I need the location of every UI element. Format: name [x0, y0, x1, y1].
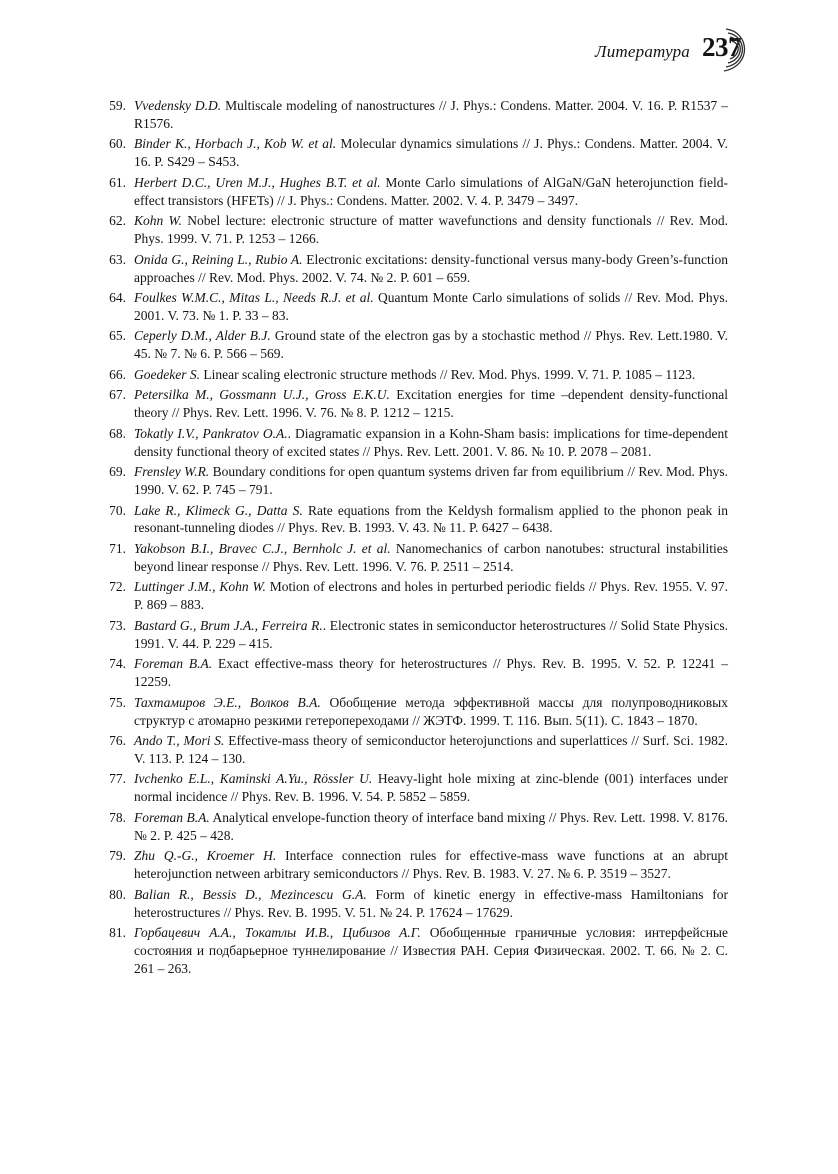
reference-number: 80.: [109, 886, 126, 902]
reference-text: Motion of electrons and holes in perturbed periodic fields // Phys. Rev. 1955. V. 97. P. 869 – 883.: [134, 579, 728, 613]
reference-item: [102, 289, 728, 325]
reference-authors: Ivchenko E.L., Kaminski A.Yu., Rössler U.: [134, 771, 373, 787]
reference-authors: Lake R., Klimeck G., Datta S.: [134, 502, 303, 518]
reference-number: 74.: [109, 656, 126, 672]
reference-item: [102, 694, 728, 730]
reference-text: Electronic excitations: density-functional versus many-body Green’s-function approaches // Rev. Mod. Phys. 2002. V. 74. № 2. P. 601 – 659.: [134, 251, 728, 285]
running-title: Литература: [594, 42, 690, 61]
reference-item: [102, 135, 728, 171]
reference-text: . Diagramatic expansion in a Kohn-Sham basis: implications for time-dependent density functional theory of excited states // Phys. Rev. Lett. 2001. V. 86. № 10. P. 2078 – 2081.: [134, 425, 728, 459]
reference-text: Обобщение метода эффективной массы для полупроводниковых структур с атомарно резкими гетеропереходами // ЖЭТФ. 1999. Т. 116. Вып. 5(11). С. 1843 – 1870.: [134, 694, 728, 728]
reference-authors: Тахтамиров Э.Е., Волков В.А.: [134, 694, 321, 710]
reference-authors: Ando T., Mori S.: [134, 733, 225, 748]
reference-item: [102, 809, 728, 845]
reference-text: Rate equations from the Keldysh formalism applied to the phonon peak in resonant-tunneling diodes // Phys. Rev. B. 1993. V. 43. № 11. P. 6427 – 6438.: [134, 502, 728, 536]
reference-item: [102, 924, 728, 978]
reference-text: Form of kinetic energy in effective-mass Hamiltonians for heterostructures // Phys. Rev. B. 1995. V. 51. № 24. P. 17624 – 17629.: [134, 886, 728, 920]
reference-authors: Petersilka M., Gossmann U.J., Gross E.K.U.: [134, 387, 390, 403]
reference-text: Linear scaling electronic structure methods // Rev. Mod. Phys. 1999. V. 71. P. 1085 – 1123.: [199, 366, 696, 382]
reference-number: 68.: [109, 425, 126, 441]
reference-number: 77.: [109, 771, 126, 787]
page-number: 237: [702, 32, 741, 62]
reference-number: 61.: [109, 174, 126, 190]
reference-number: 60.: [109, 136, 126, 152]
reference-item: [102, 386, 728, 422]
reference-authors: Binder K., Horbach J., Kob W. et al.: [134, 136, 337, 152]
reference-authors: Balian R., Bessis D., Mezincescu G.A.: [134, 886, 367, 902]
reference-text: Excitation energies for time –dependent density-functional theory // Phys. Rev. Lett. 1996. V. 76. № 8. P. 1212 – 1215.: [134, 387, 729, 421]
reference-text: Interface connection rules for effective-mass wave functions at an abrupt heterojunction netween arbitrary semiconductors // Phys. Rev. B. 1983. V. 27. № 6. P. 3519 – 3527.: [134, 848, 729, 882]
reference-number: 59.: [109, 98, 126, 113]
reference-number: 73.: [109, 617, 126, 633]
reference-text: . Electronic states in semiconductor heterostructures // Solid State Physics. 1991. V. 44. P. 229 – 415.: [134, 617, 728, 651]
reference-number: 64.: [109, 290, 126, 306]
reference-number: 79.: [109, 848, 126, 864]
reference-item: [102, 886, 728, 922]
reference-authors: Foulkes W.M.C., Mitas L., Needs R.J. et al.: [134, 290, 374, 306]
reference-item: [102, 540, 728, 576]
reference-number: 63.: [109, 251, 126, 267]
reference-item: [102, 578, 728, 614]
reference-item: [102, 97, 728, 133]
reference-number: 69.: [109, 464, 126, 480]
reference-text: Exact effective-mass theory for heterostructures // Phys. Rev. B. 1995. V. 52. P. 12241 – 12259.: [134, 656, 728, 690]
reference-item: [102, 732, 728, 768]
reference-item: [102, 617, 728, 653]
reference-text: Monte Carlo simulations of AlGaN/GaN heterojunction field-effect transistors (HFETs) // J. Phys.: Condens. Matter. 2002. V. 4. P. 3479 – 3497.: [134, 174, 728, 208]
page-header: [0, 24, 838, 72]
reference-item: [102, 425, 728, 461]
reference-number: 72.: [109, 579, 126, 595]
reference-text: Nobel lecture: electronic structure of matter wavefunctions and density functionals // Rev. Mod. Phys. 1999. V. 71. P. 1253 – 1266.: [134, 213, 728, 247]
reference-number: 67.: [109, 387, 126, 403]
reference-number: 70.: [109, 502, 126, 518]
reference-authors: Kohn W.: [134, 213, 182, 229]
reference-authors: Tokatly I.V., Pankratov O.A.: [134, 425, 288, 441]
reference-text: Multiscale modeling of nanostructures // J. Phys.: Condens. Matter. 2004. V. 16. P. R1537 – R1576.: [134, 98, 728, 131]
reference-item: [102, 174, 728, 210]
reference-authors: Onida G., Reining L., Rubio A.: [134, 251, 303, 267]
reference-authors: Herbert D.C., Uren M.J., Hughes B.T. et al.: [134, 174, 381, 190]
reference-text: Heavy-light hole mixing at zinc-blende (001) interfaces under normal incidence // Phys. Rev. B. 1996. V. 54. P. 5852 – 5859.: [134, 771, 728, 805]
reference-item: [102, 463, 728, 499]
reference-authors: Foreman B.A.: [134, 656, 213, 672]
reference-authors: Горбацевич А.А., Токатлы И.В., Цибизов А.Г.: [134, 925, 421, 941]
reference-authors: Luttinger J.M., Kohn W.: [134, 579, 266, 595]
reference-authors: Goedeker S.: [134, 366, 200, 382]
reference-number: 65.: [109, 328, 126, 344]
reference-number: 76.: [109, 733, 126, 748]
reference-number: 71.: [109, 540, 126, 556]
reference-item: [102, 366, 728, 384]
reference-item: [102, 327, 728, 363]
reference-list: [102, 97, 728, 980]
reference-text: Quantum Monte Carlo simulations of solids // Rev. Mod. Phys. 2001. V. 73. № 1. P. 33 – 83.: [134, 290, 728, 323]
reference-text: Molecular dynamics simulations // J. Phys.: Condens. Matter. 2004. V. 16. P. S429 – S453.: [134, 136, 728, 170]
reference-item: [102, 847, 728, 883]
reference-item: [102, 212, 728, 248]
reference-authors: Yakobson B.I., Bravec C.J., Bernholc J. et al.: [134, 540, 391, 556]
reference-authors: Frensley W.R.: [134, 464, 210, 480]
reference-text: Обобщенные граничные условия: интерфейсные состояния и подбарьерное туннелирование // Известия РАН. Серия Физическая. 2002. Т. 66. № 2. С. 261 – 263.: [134, 925, 728, 976]
reference-text: Boundary conditions for open quantum systems driven far from equilibrium // Rev. Mod. Phys. 1990. V. 62. P. 745 – 791.: [134, 464, 728, 498]
reference-number: 75.: [109, 694, 126, 710]
reference-number: 78.: [109, 809, 126, 825]
reference-authors: Zhu Q.-G., Kroemer H.: [134, 848, 277, 864]
reference-text: Analytical envelope-function theory of interface band mixing // Phys. Rev. Lett. 1998. V. 8176. № 2. P. 425 – 428.: [134, 809, 728, 843]
reference-item: [102, 655, 728, 691]
reference-number: 66.: [109, 366, 126, 382]
reference-item: [102, 770, 728, 806]
reference-number: 81.: [109, 925, 126, 941]
reference-text: Nanomechanics of carbon nanotubes: structural instabilities beyond linear response // Phys. Rev. Lett. 1996. V. 76. P. 2511 – 2514.: [134, 540, 728, 574]
reference-authors: Foreman B.A.: [134, 809, 210, 825]
reference-authors: Vvedensky D.D.: [134, 98, 222, 113]
reference-authors: Bastard G., Brum J.A., Ferreira R.: [134, 617, 323, 633]
reference-item: [102, 502, 728, 538]
reference-text: Ground state of the electron gas by a stochastic method // Phys. Rev. Lett.1980. V. 45. № 7. № 6. P. 566 – 569.: [134, 328, 728, 362]
reference-number: 62.: [109, 213, 126, 229]
page-corner-ornament-icon: [718, 26, 754, 74]
reference-item: [102, 251, 728, 287]
reference-authors: Ceperly D.M., Alder B.J.: [134, 328, 271, 344]
reference-text: Effective-mass theory of semiconductor heterojunctions and superlattices // Surf. Sci. 1982. V. 113. P. 124 – 130.: [134, 733, 728, 766]
